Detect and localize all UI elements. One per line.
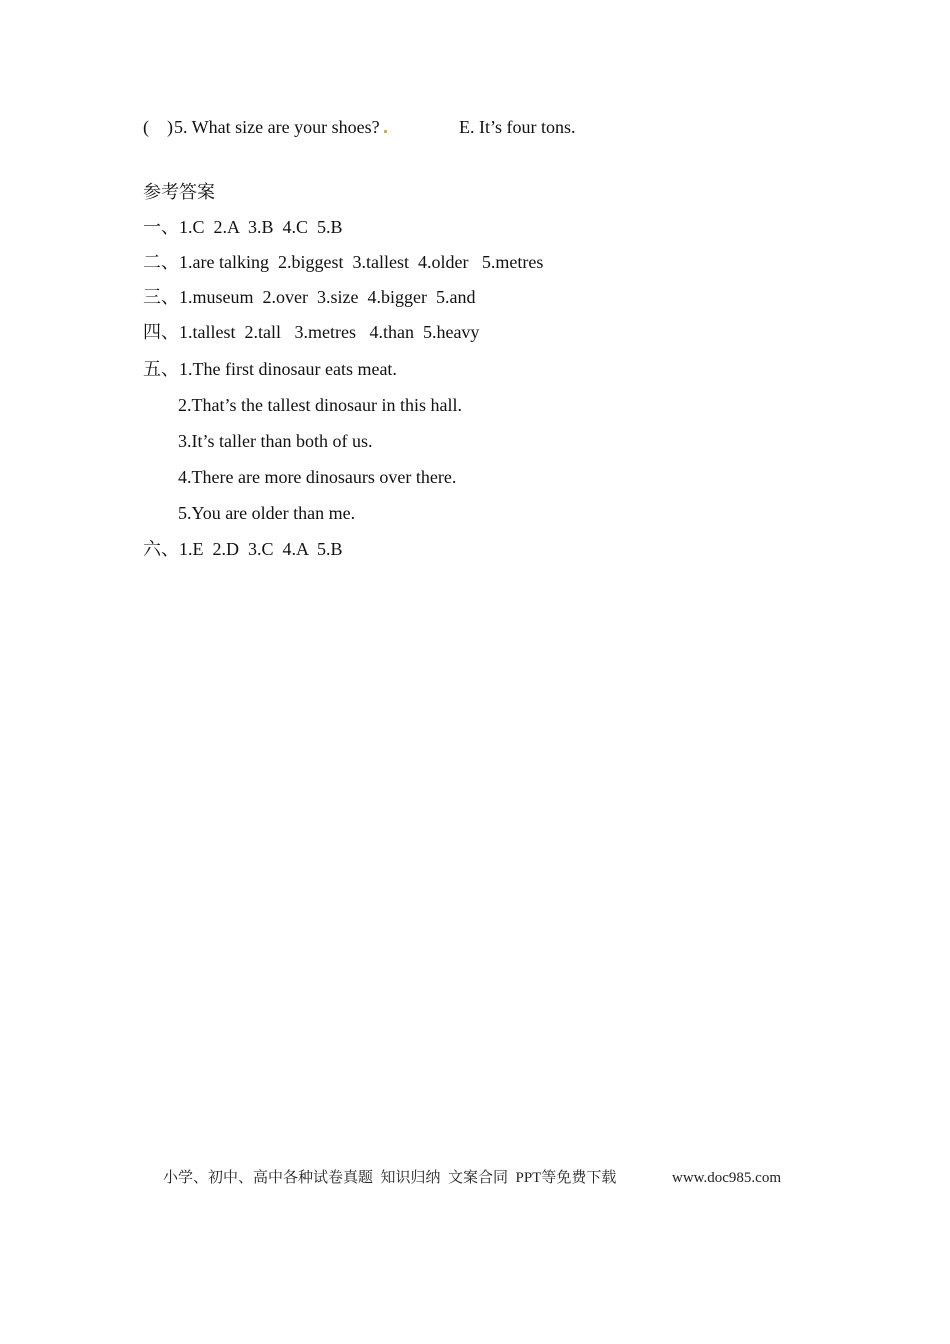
- question-blank: ( ): [143, 117, 173, 137]
- marker-dot: [384, 130, 387, 133]
- answer-row-five-line-2: 2.That’s the tallest dinosaur in this hall.: [178, 395, 462, 415]
- answer-row-text: 1.museum 2.over 3.size 4.bigger 5.and: [179, 287, 476, 307]
- answer-row-five-line-4: 4.There are more dinosaurs over there.: [178, 467, 457, 487]
- answer-row-label: 二、: [143, 252, 179, 272]
- answer-row-one: [143, 216, 343, 238]
- answer-row-text: 1.The first dinosaur eats meat.: [179, 359, 397, 379]
- question-text: [174, 116, 387, 138]
- answer-row-label: 五、: [143, 359, 179, 379]
- question-text-content: 5. What size are your shoes?: [174, 117, 380, 137]
- answer-row-label: 一、: [143, 217, 179, 237]
- answer-row-six: [143, 538, 343, 560]
- answer-row-text: 1.C 2.A 3.B 4.C 5.B: [179, 217, 343, 237]
- answers-title: 参考答案: [143, 182, 215, 202]
- answer-row-four: [143, 321, 479, 343]
- answer-row-label: 四、: [143, 322, 179, 342]
- footer-text: 小学、初中、高中各种试卷真题 知识归纳 文案合同 PPT等免费下载: [163, 1170, 617, 1186]
- answer-row-label: 六、: [143, 539, 179, 559]
- answer-row-label: 三、: [143, 287, 179, 307]
- answer-row-three: [143, 286, 475, 308]
- answer-row-five-line-3: 3.It’s taller than both of us.: [178, 431, 373, 451]
- answer-row-text: 1.E 2.D 3.C 4.A 5.B: [179, 539, 343, 559]
- answer-row-text: 1.tallest 2.tall 3.metres 4.than 5.heavy: [179, 322, 480, 342]
- question-option-e: E. It’s four tons.: [459, 117, 576, 137]
- answer-row-text: 1.are talking 2.biggest 3.tallest 4.older 5.metres: [179, 252, 544, 272]
- answer-row-five: [143, 358, 397, 380]
- footer-url[interactable]: www.doc985.com: [672, 1170, 782, 1186]
- answer-row-two: [143, 251, 543, 273]
- answer-row-five-line-5: 5.You are older than me.: [178, 503, 356, 523]
